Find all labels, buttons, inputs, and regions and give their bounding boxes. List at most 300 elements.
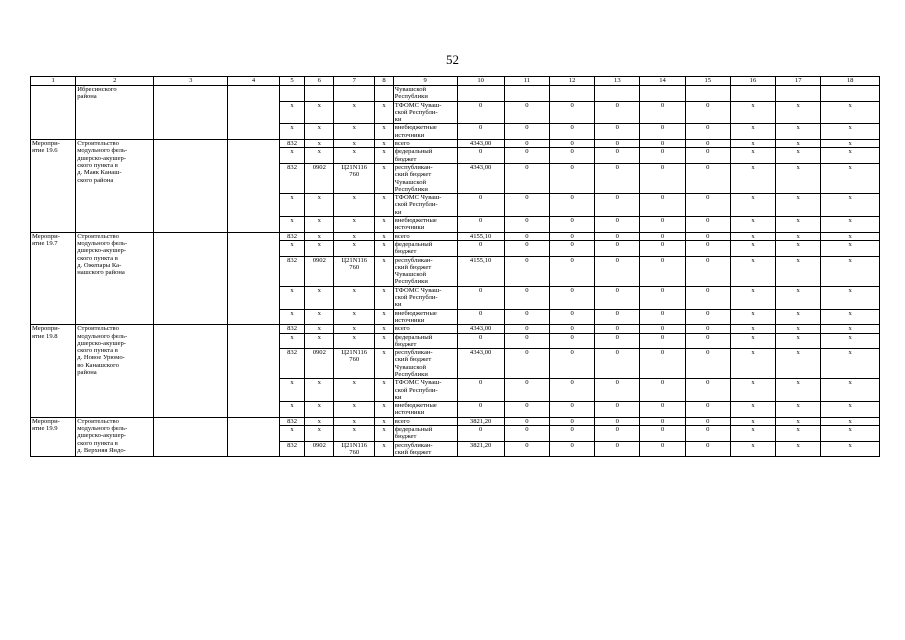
value-cell: х: [776, 402, 821, 418]
value-cell: х: [730, 124, 775, 140]
funding-source: республикан- ский бюджет Чувашской Республики: [393, 256, 457, 286]
value-cell: 0: [685, 194, 730, 217]
column-number: 18: [821, 77, 880, 86]
measure-label: Меропри- ятие 19.6: [31, 140, 76, 233]
table-row: [31, 325, 880, 333]
value-cell: 0: [457, 217, 504, 233]
admin-code: 832: [279, 325, 305, 333]
value-cell: х: [776, 124, 821, 140]
column-number: 1: [31, 77, 76, 86]
empty-cell: [154, 417, 228, 456]
expense-type-code: х: [375, 124, 394, 140]
value-cell: 0: [595, 333, 640, 349]
expense-type-code: [375, 86, 394, 102]
value-cell: х: [776, 349, 821, 379]
section-code: х: [305, 232, 334, 240]
value-cell: 0: [595, 124, 640, 140]
measure-name: Ибресинского района: [76, 86, 154, 140]
column-number: 5: [279, 77, 305, 86]
value-cell: 4343,00: [457, 163, 504, 193]
value-cell: 4155,10: [457, 232, 504, 240]
section-code: х: [305, 217, 334, 233]
value-cell: 0: [549, 286, 594, 309]
value-cell: х: [821, 325, 880, 333]
target-article-code: х: [334, 309, 375, 325]
value-cell: 0: [504, 286, 549, 309]
table-row: [31, 140, 880, 148]
value-cell: 0: [685, 402, 730, 418]
value-cell: 0: [457, 379, 504, 402]
target-article-code: х: [334, 333, 375, 349]
value-cell: 0: [640, 256, 685, 286]
value-cell: [504, 86, 549, 102]
target-article-code: [334, 86, 375, 102]
measure-name: Строительство модульного фель- дшерско-акушер- ского пункта в д. Ожепары Ка- нашского района: [76, 232, 154, 325]
value-cell: х: [776, 325, 821, 333]
admin-code: х: [279, 217, 305, 233]
target-article-code: х: [334, 101, 375, 124]
funding-source: всего: [393, 140, 457, 148]
value-cell: х: [776, 379, 821, 402]
admin-code: х: [279, 124, 305, 140]
value-cell: 0: [504, 256, 549, 286]
value-cell: 0: [640, 333, 685, 349]
value-cell: 0: [595, 426, 640, 442]
target-article-code: х: [334, 402, 375, 418]
funding-source: федеральный бюджет: [393, 426, 457, 442]
value-cell: 0: [595, 140, 640, 148]
value-cell: 0: [685, 148, 730, 164]
value-cell: х: [730, 163, 775, 193]
value-cell: 0: [549, 194, 594, 217]
admin-code: 832: [279, 163, 305, 193]
column-number: 10: [457, 77, 504, 86]
target-article-code: х: [334, 325, 375, 333]
admin-code: х: [279, 379, 305, 402]
value-cell: х: [776, 148, 821, 164]
value-cell: 0: [549, 240, 594, 256]
value-cell: 0: [595, 379, 640, 402]
value-cell: х: [776, 101, 821, 124]
value-cell: 4155,10: [457, 256, 504, 286]
value-cell: х: [776, 417, 821, 425]
value-cell: 4343,00: [457, 325, 504, 333]
value-cell: 0: [549, 325, 594, 333]
value-cell: 0: [640, 240, 685, 256]
value-cell: 0: [549, 140, 594, 148]
value-cell: 0: [549, 417, 594, 425]
section-code: х: [305, 402, 334, 418]
value-cell: [776, 86, 821, 102]
section-code: х: [305, 325, 334, 333]
funding-source: ТФОМС Чуваш- ской Республи- ки: [393, 101, 457, 124]
expense-type-code: х: [375, 148, 394, 164]
value-cell: 0: [685, 163, 730, 193]
value-cell: 0: [549, 441, 594, 457]
value-cell: 0: [457, 240, 504, 256]
value-cell: 0: [595, 286, 640, 309]
value-cell: 0: [685, 232, 730, 240]
table-row: [31, 232, 880, 240]
value-cell: 0: [457, 402, 504, 418]
section-code: х: [305, 194, 334, 217]
value-cell: х: [730, 417, 775, 425]
section-code: х: [305, 124, 334, 140]
value-cell: х: [821, 333, 880, 349]
empty-cell: [154, 232, 228, 325]
funding-source: внебюджетные источники: [393, 402, 457, 418]
target-article-code: Ц21N116 760: [334, 256, 375, 286]
value-cell: х: [821, 140, 880, 148]
value-cell: 0: [457, 309, 504, 325]
value-cell: 0: [640, 194, 685, 217]
value-cell: 0: [640, 232, 685, 240]
value-cell: 0: [504, 163, 549, 193]
value-cell: 0: [640, 417, 685, 425]
target-article-code: х: [334, 240, 375, 256]
funding-source: ТФОМС Чуваш- ской Республи- ки: [393, 194, 457, 217]
value-cell: 3821,20: [457, 417, 504, 425]
admin-code: х: [279, 101, 305, 124]
value-cell: х: [776, 163, 821, 193]
value-cell: 0: [549, 349, 594, 379]
value-cell: х: [730, 256, 775, 286]
value-cell: 0: [595, 232, 640, 240]
column-number: 11: [504, 77, 549, 86]
funding-source: федеральный бюджет: [393, 333, 457, 349]
admin-code: х: [279, 148, 305, 164]
value-cell: 0: [504, 140, 549, 148]
value-cell: [549, 86, 594, 102]
value-cell: 0: [685, 417, 730, 425]
section-code: х: [305, 140, 334, 148]
value-cell: х: [821, 441, 880, 457]
funding-source: республикан- ский бюджет: [393, 441, 457, 457]
value-cell: 0: [595, 256, 640, 286]
value-cell: 0: [640, 101, 685, 124]
empty-cell: [228, 86, 279, 140]
value-cell: 0: [504, 349, 549, 379]
section-code: х: [305, 309, 334, 325]
measure-name: Строительство модульного фель- дшерско-акушер- ского пункта в д. Новое Урюмо- во Канашского района: [76, 325, 154, 418]
section-code: 0902: [305, 163, 334, 193]
expense-type-code: х: [375, 309, 394, 325]
expense-type-code: х: [375, 426, 394, 442]
value-cell: х: [776, 240, 821, 256]
value-cell: х: [776, 232, 821, 240]
target-article-code: Ц21N116 760: [334, 349, 375, 379]
value-cell: [457, 86, 504, 102]
value-cell: 0: [685, 240, 730, 256]
value-cell: х: [730, 402, 775, 418]
value-cell: [595, 86, 640, 102]
target-article-code: Ц21N116 760: [334, 441, 375, 457]
section-code: х: [305, 426, 334, 442]
section-code: 0902: [305, 256, 334, 286]
value-cell: х: [730, 217, 775, 233]
target-article-code: х: [334, 217, 375, 233]
value-cell: 0: [504, 333, 549, 349]
section-code: х: [305, 240, 334, 256]
admin-code: х: [279, 194, 305, 217]
admin-code: 832: [279, 441, 305, 457]
value-cell: х: [821, 240, 880, 256]
value-cell: 4343,00: [457, 349, 504, 379]
value-cell: 0: [640, 217, 685, 233]
value-cell: 0: [685, 101, 730, 124]
value-cell: 0: [549, 148, 594, 164]
value-cell: 0: [504, 217, 549, 233]
value-cell: х: [730, 325, 775, 333]
value-cell: х: [730, 379, 775, 402]
measure-label: Меропри- ятие 19.9: [31, 417, 76, 456]
empty-cell: [154, 86, 228, 140]
target-article-code: Ц21N116 760: [334, 163, 375, 193]
value-cell: х: [730, 148, 775, 164]
value-cell: х: [730, 240, 775, 256]
expense-type-code: х: [375, 256, 394, 286]
value-cell: 0: [504, 379, 549, 402]
section-code: 0902: [305, 349, 334, 379]
column-number: 2: [76, 77, 154, 86]
value-cell: 0: [595, 148, 640, 164]
value-cell: 0: [549, 256, 594, 286]
column-number: 13: [595, 77, 640, 86]
value-cell: 0: [685, 309, 730, 325]
value-cell: 0: [640, 140, 685, 148]
value-cell: х: [821, 194, 880, 217]
value-cell: 0: [595, 309, 640, 325]
value-cell: х: [776, 217, 821, 233]
value-cell: х: [730, 333, 775, 349]
value-cell: 0: [457, 194, 504, 217]
value-cell: 0: [595, 240, 640, 256]
value-cell: 0: [504, 309, 549, 325]
value-cell: 0: [457, 148, 504, 164]
value-cell: 4343,00: [457, 140, 504, 148]
column-number: 3: [154, 77, 228, 86]
table-row: [31, 86, 880, 102]
value-cell: х: [730, 349, 775, 379]
value-cell: 0: [549, 163, 594, 193]
value-cell: 0: [457, 101, 504, 124]
value-cell: 0: [549, 101, 594, 124]
funding-source: федеральный бюджет: [393, 148, 457, 164]
value-cell: 0: [457, 286, 504, 309]
empty-cell: [228, 140, 279, 233]
funding-source: внебюджетные источники: [393, 124, 457, 140]
value-cell: х: [821, 256, 880, 286]
value-cell: 0: [595, 217, 640, 233]
value-cell: 0: [504, 417, 549, 425]
target-article-code: х: [334, 140, 375, 148]
value-cell: 0: [685, 349, 730, 379]
value-cell: х: [821, 124, 880, 140]
section-code: х: [305, 101, 334, 124]
value-cell: [821, 86, 880, 102]
value-cell: 0: [640, 124, 685, 140]
value-cell: х: [821, 217, 880, 233]
page-number: 52: [446, 52, 459, 67]
value-cell: 0: [640, 379, 685, 402]
value-cell: х: [821, 163, 880, 193]
value-cell: 0: [504, 240, 549, 256]
value-cell: 0: [595, 417, 640, 425]
funding-source: ТФОМС Чуваш- ской Республи- ки: [393, 379, 457, 402]
admin-code: х: [279, 402, 305, 418]
expense-type-code: х: [375, 217, 394, 233]
funding-source: всего: [393, 232, 457, 240]
column-number: 12: [549, 77, 594, 86]
section-code: х: [305, 379, 334, 402]
column-number: 8: [375, 77, 394, 86]
value-cell: х: [730, 441, 775, 457]
admin-code: 832: [279, 140, 305, 148]
target-article-code: х: [334, 286, 375, 309]
value-cell: х: [776, 426, 821, 442]
value-cell: 0: [640, 286, 685, 309]
expense-type-code: х: [375, 349, 394, 379]
admin-code: 832: [279, 349, 305, 379]
expense-type-code: х: [375, 232, 394, 240]
value-cell: 0: [685, 333, 730, 349]
value-cell: 0: [640, 349, 685, 379]
value-cell: 0: [640, 426, 685, 442]
value-cell: х: [821, 379, 880, 402]
section-code: х: [305, 417, 334, 425]
expense-type-code: х: [375, 194, 394, 217]
value-cell: х: [730, 140, 775, 148]
value-cell: 0: [504, 441, 549, 457]
value-cell: 0: [685, 217, 730, 233]
expense-type-code: х: [375, 140, 394, 148]
section-code: х: [305, 148, 334, 164]
funding-source: внебюджетные источники: [393, 309, 457, 325]
value-cell: 0: [504, 194, 549, 217]
expense-type-code: х: [375, 333, 394, 349]
value-cell: 0: [595, 441, 640, 457]
value-cell: 0: [457, 426, 504, 442]
column-number: 6: [305, 77, 334, 86]
value-cell: 0: [640, 163, 685, 193]
funding-source: федеральный бюджет: [393, 240, 457, 256]
value-cell: х: [821, 101, 880, 124]
value-cell: 0: [640, 441, 685, 457]
value-cell: 0: [685, 426, 730, 442]
value-cell: 0: [685, 124, 730, 140]
funding-source: внебюджетные источники: [393, 217, 457, 233]
value-cell: 0: [595, 325, 640, 333]
value-cell: 0: [595, 349, 640, 379]
value-cell: х: [730, 101, 775, 124]
value-cell: х: [776, 441, 821, 457]
value-cell: х: [776, 333, 821, 349]
expense-type-code: х: [375, 402, 394, 418]
measure-name: Строительство модульного фель- дшерско-акушер- ского пункта в д. Верхняя Яндо-: [76, 417, 154, 456]
empty-cell: [228, 232, 279, 325]
target-article-code: х: [334, 379, 375, 402]
column-number: 9: [393, 77, 457, 86]
value-cell: х: [776, 256, 821, 286]
value-cell: 0: [504, 124, 549, 140]
value-cell: 0: [549, 124, 594, 140]
value-cell: х: [821, 148, 880, 164]
value-cell: х: [730, 426, 775, 442]
value-cell: х: [821, 349, 880, 379]
column-number: 4: [228, 77, 279, 86]
value-cell: х: [730, 309, 775, 325]
measure-label: Меропри- ятие 19.8: [31, 325, 76, 418]
value-cell: 0: [504, 148, 549, 164]
value-cell: х: [776, 286, 821, 309]
value-cell: 0: [549, 333, 594, 349]
funding-source: республикан- ский бюджет Чувашской Республики: [393, 349, 457, 379]
value-cell: 0: [640, 325, 685, 333]
funding-source: Чувашской Республики: [393, 86, 457, 102]
expense-type-code: х: [375, 240, 394, 256]
column-number: 7: [334, 77, 375, 86]
value-cell: х: [730, 232, 775, 240]
value-cell: х: [821, 286, 880, 309]
target-article-code: х: [334, 426, 375, 442]
column-number: 14: [640, 77, 685, 86]
admin-code: х: [279, 333, 305, 349]
value-cell: 0: [685, 379, 730, 402]
empty-cell: [154, 140, 228, 233]
section-code: 0902: [305, 441, 334, 457]
column-number: 15: [685, 77, 730, 86]
value-cell: [685, 86, 730, 102]
value-cell: 0: [640, 402, 685, 418]
value-cell: [640, 86, 685, 102]
value-cell: х: [730, 286, 775, 309]
target-article-code: х: [334, 194, 375, 217]
empty-cell: [228, 417, 279, 456]
value-cell: 0: [685, 286, 730, 309]
value-cell: 0: [549, 402, 594, 418]
measure-name: Строительство модульного фель- дшерско-акушер- ского пункта в д. Маяк Канаш- ского района: [76, 140, 154, 233]
value-cell: х: [776, 140, 821, 148]
target-article-code: х: [334, 124, 375, 140]
admin-code: х: [279, 286, 305, 309]
admin-code: х: [279, 240, 305, 256]
target-article-code: х: [334, 232, 375, 240]
value-cell: 0: [685, 256, 730, 286]
funding-source: ТФОМС Чуваш- ской Республи- ки: [393, 286, 457, 309]
value-cell: х: [821, 417, 880, 425]
value-cell: 0: [685, 140, 730, 148]
expense-type-code: х: [375, 379, 394, 402]
expense-type-code: х: [375, 325, 394, 333]
value-cell: 0: [549, 217, 594, 233]
value-cell: х: [821, 309, 880, 325]
admin-code: 832: [279, 232, 305, 240]
expense-type-code: х: [375, 417, 394, 425]
table-row: [31, 417, 880, 425]
budget-table: [30, 76, 880, 457]
section-code: х: [305, 333, 334, 349]
empty-cell: [154, 325, 228, 418]
value-cell: 0: [549, 232, 594, 240]
value-cell: [730, 86, 775, 102]
value-cell: 3821,20: [457, 441, 504, 457]
value-cell: х: [776, 194, 821, 217]
value-cell: 0: [685, 441, 730, 457]
expense-type-code: х: [375, 286, 394, 309]
target-article-code: х: [334, 148, 375, 164]
column-number: 17: [776, 77, 821, 86]
value-cell: 0: [640, 309, 685, 325]
